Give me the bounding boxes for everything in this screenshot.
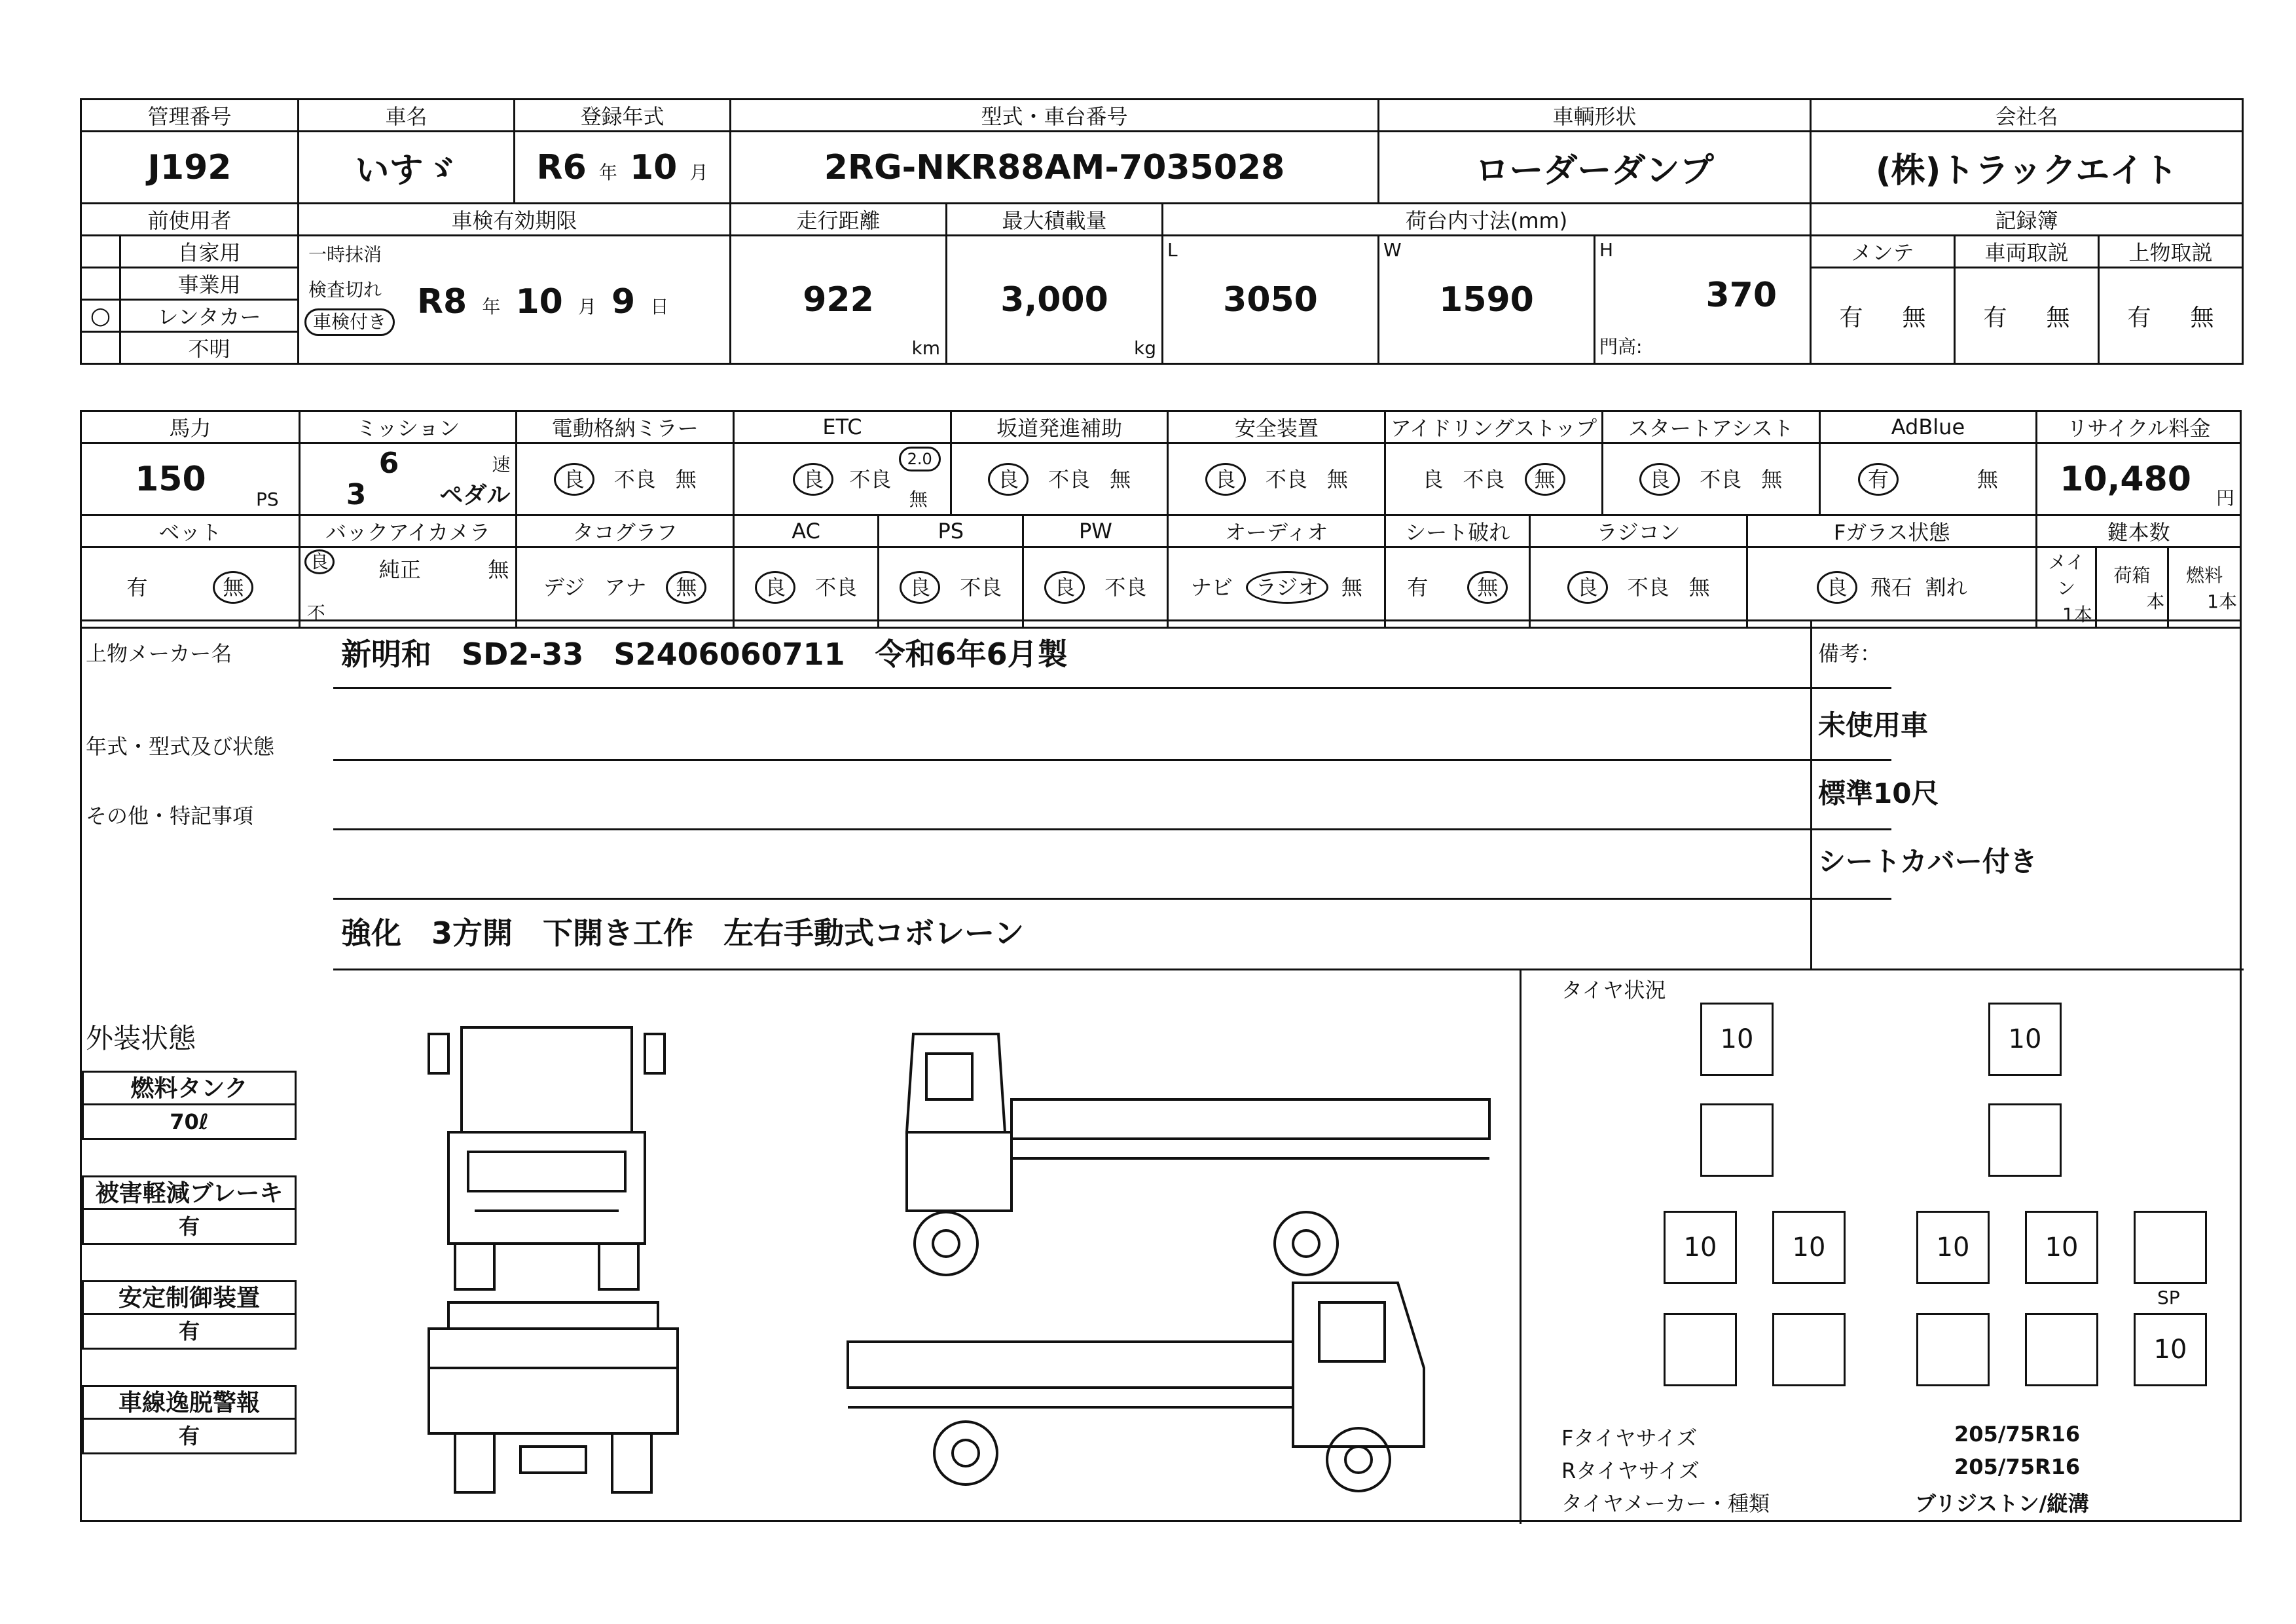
prev-user-private: 自家用 — [120, 236, 299, 268]
header-company: 会社名 — [1811, 100, 2243, 132]
remark-1: 未使用車 — [1818, 709, 1929, 741]
bottom-line: 強化 3方開 下開き工作 左右手動式コボレーン — [341, 915, 1025, 951]
safety: 良 不良 無 — [1168, 443, 1385, 515]
car-name: いすゞ — [299, 132, 515, 204]
truck-front-view — [429, 1027, 665, 1289]
tire-divider — [1520, 969, 1522, 1524]
header-dimensions: 荷台内寸法(mm) — [1163, 204, 1811, 236]
body-section — [80, 619, 2242, 1522]
reg-year: R6 年 10 月 — [515, 132, 731, 204]
dim-height: H 370 門高: — [1595, 236, 1811, 364]
keys-main: メイン 1本 — [2037, 547, 2096, 628]
keys-cargo: 荷箱 本 — [2096, 547, 2168, 628]
header-camera: バックアイカメラ — [299, 515, 517, 547]
keys-fuel: 燃料 1本 — [2168, 547, 2241, 628]
tire-extra — [2134, 1211, 2207, 1284]
header-ps: PS — [879, 515, 1023, 547]
header-body-shape: 車輌形状 — [1379, 100, 1811, 132]
tire-rear-right-inner-2 — [1916, 1313, 1990, 1386]
prev-user-mark-2 — [81, 268, 120, 300]
r-size: 205/75R16 — [1954, 1454, 2081, 1479]
line-3 — [333, 828, 1891, 830]
remarks-label: 備考： — [1818, 641, 1882, 666]
pw: 良 不良 — [1023, 547, 1168, 628]
header-remote: ラジコン — [1530, 515, 1747, 547]
header-etc: ETC — [734, 411, 951, 443]
header-hp: 馬力 — [81, 411, 300, 443]
tire-front-right: 10 — [1988, 1003, 2062, 1076]
truck-rear-view — [429, 1302, 678, 1492]
remote: 良 不良 無 — [1530, 547, 1747, 628]
line-2 — [333, 759, 1891, 761]
top-table — [80, 98, 2244, 365]
prev-user-mark-1 — [81, 236, 120, 268]
tire-rear-left-inner-2 — [1772, 1313, 1846, 1386]
header-prev-user: 前使用者 — [81, 204, 299, 236]
etc: 良 不良 2.0 無 — [734, 443, 951, 515]
ps: 良 不良 — [879, 547, 1023, 628]
dim-width: W 1590 — [1379, 236, 1595, 364]
equipment-table — [80, 410, 2242, 629]
header-recycle: リサイクル料金 — [2037, 411, 2241, 443]
tire-maker-label: タイヤメーカー・種類 — [1561, 1491, 1770, 1516]
header-records: 記録簿 — [1811, 204, 2243, 236]
record-body-manual-header: 上物取説 — [2099, 236, 2243, 268]
record-maint: 有 無 — [1811, 268, 1955, 364]
recycle: 10,480 円 — [2037, 443, 2241, 515]
mirror: 良 不良 無 — [517, 443, 734, 515]
header-reg-year: 登録年式 — [515, 100, 731, 132]
record-vehicle-manual: 有 無 — [1955, 268, 2099, 364]
line-5 — [333, 969, 1891, 970]
glass: 良 飛石 割れ — [1747, 547, 2037, 628]
company: (株)トラックエイト — [1811, 132, 2243, 204]
hill-assist: 良 不良 無 — [951, 443, 1168, 515]
tacho: デジ アナ 無 — [517, 547, 734, 628]
tire-rear-left-inner: 10 — [1772, 1211, 1846, 1284]
hp: 150 PS — [81, 443, 300, 515]
prev-user-business: 事業用 — [120, 268, 299, 300]
exterior-title: 外装状態 — [86, 1022, 196, 1054]
prev-user-mark-4 — [81, 332, 120, 364]
r-size-label: Rタイヤサイズ — [1561, 1458, 1700, 1483]
tire-front-right-inner — [1988, 1103, 2062, 1177]
header-seat: シート破れ — [1385, 515, 1530, 547]
header-pw: PW — [1023, 515, 1168, 547]
prev-user-rental: レンタカー — [120, 300, 299, 332]
bed: 有 無 — [81, 547, 300, 628]
adblue: 有 無 — [1819, 443, 2037, 515]
mission: 6 速 3 ペダル — [299, 443, 517, 515]
header-idle-stop: アイドリングストップ — [1385, 411, 1603, 443]
header-car-name: 車名 — [299, 100, 515, 132]
dim-length: L 3050 — [1163, 236, 1379, 364]
header-mission: ミッション — [299, 411, 517, 443]
idle-stop: 良 不良 無 — [1385, 443, 1603, 515]
header-mileage: 走行距離 — [731, 204, 947, 236]
record-body-manual: 有 無 — [2099, 268, 2243, 364]
header-inspection: 車検有効期限 — [299, 204, 731, 236]
header-audio: オーディオ — [1168, 515, 1385, 547]
camera: 良 不 純正 無 — [299, 547, 517, 628]
header-mirror: 電動格納ミラー — [517, 411, 734, 443]
header-glass: Fガラス状態 — [1747, 515, 2037, 547]
truck-side-view-right — [848, 1283, 1424, 1491]
esc-box: 安定制御装置 有 — [82, 1280, 297, 1350]
header-model: 型式・車台番号 — [731, 100, 1379, 132]
mgmt-no: J192 — [81, 132, 299, 204]
tire-rear-left-outer: 10 — [1664, 1211, 1737, 1284]
tire-rear-right-outer-2 — [2025, 1313, 2098, 1386]
f-size: 205/75R16 — [1954, 1422, 2081, 1447]
maker-line: 新明和 SD2-33 S2406060711 令和6年6月製 — [341, 637, 1068, 672]
tire-rear-right-outer: 10 — [2025, 1211, 2098, 1284]
remarks-bottom — [1810, 969, 2244, 970]
header-bed: ベット — [81, 515, 300, 547]
tire-spare: 10 — [2134, 1313, 2207, 1386]
remark-2: 標準10尺 — [1818, 777, 1939, 809]
header-start-assist: スタートアシスト — [1602, 411, 1819, 443]
other-label: その他・特記事項 — [86, 803, 254, 828]
header-safety: 安全装置 — [1168, 411, 1385, 443]
inspection-expiry: 一時抹消 検査切れ 車検付き R8 年 10 月 9 日 — [299, 236, 731, 364]
record-vehicle-manual-header: 車両取説 — [1955, 236, 2099, 268]
header-tacho: タコグラフ — [517, 515, 734, 547]
fuel-tank-box: 燃料タンク 70ℓ — [82, 1071, 297, 1140]
prev-user-unknown: 不明 — [120, 332, 299, 364]
maker-label: 上物メーカー名 — [86, 641, 232, 666]
truck-side-view-left — [907, 1034, 1489, 1275]
prev-user-mark-rental: ○ — [81, 300, 120, 332]
ac: 良 不良 — [734, 547, 879, 628]
year-label: 年式・型式及び状態 — [86, 734, 275, 759]
remarks-divider — [1810, 621, 1812, 969]
f-size-label: Fタイヤサイズ — [1561, 1426, 1698, 1450]
remark-3: シートカバー付き — [1818, 845, 2037, 877]
header-keys: 鍵本数 — [2037, 515, 2241, 547]
ldw-box: 車線逸脱警報 有 — [82, 1385, 297, 1454]
audio: ナビ ラジオ 無 — [1168, 547, 1385, 628]
tire-rear-left-outer-2 — [1664, 1313, 1737, 1386]
tire-front-left-inner — [1700, 1103, 1774, 1177]
truck-diagram — [403, 1001, 1581, 1519]
tire-title: タイヤ状況 — [1561, 978, 1666, 1003]
max-load: 3,000 kg — [947, 236, 1163, 364]
header-mgmt-no: 管理番号 — [81, 100, 299, 132]
model-chassis: 2RG-NKR88AM-7035028 — [731, 132, 1379, 204]
start-assist: 良 不良 無 — [1602, 443, 1819, 515]
line-1 — [333, 687, 1891, 689]
tire-rear-right-inner: 10 — [1916, 1211, 1990, 1284]
spare-label: SP — [2157, 1287, 2180, 1308]
header-hill-assist: 坂道発進補助 — [951, 411, 1168, 443]
tire-maker: ブリジストン/縦溝 — [1915, 1491, 2089, 1516]
tire-front-left: 10 — [1700, 1003, 1774, 1076]
mileage: 922 km — [731, 236, 947, 364]
header-adblue: AdBlue — [1819, 411, 2037, 443]
record-maint-header: メンテ — [1811, 236, 1955, 268]
seat: 有 無 — [1385, 547, 1530, 628]
header-max-load: 最大積載量 — [947, 204, 1163, 236]
line-4 — [333, 898, 1891, 900]
header-ac: AC — [734, 515, 879, 547]
body-shape: ローダーダンプ — [1379, 132, 1811, 204]
aeb-box: 被害軽減ブレーキ 有 — [82, 1175, 297, 1245]
